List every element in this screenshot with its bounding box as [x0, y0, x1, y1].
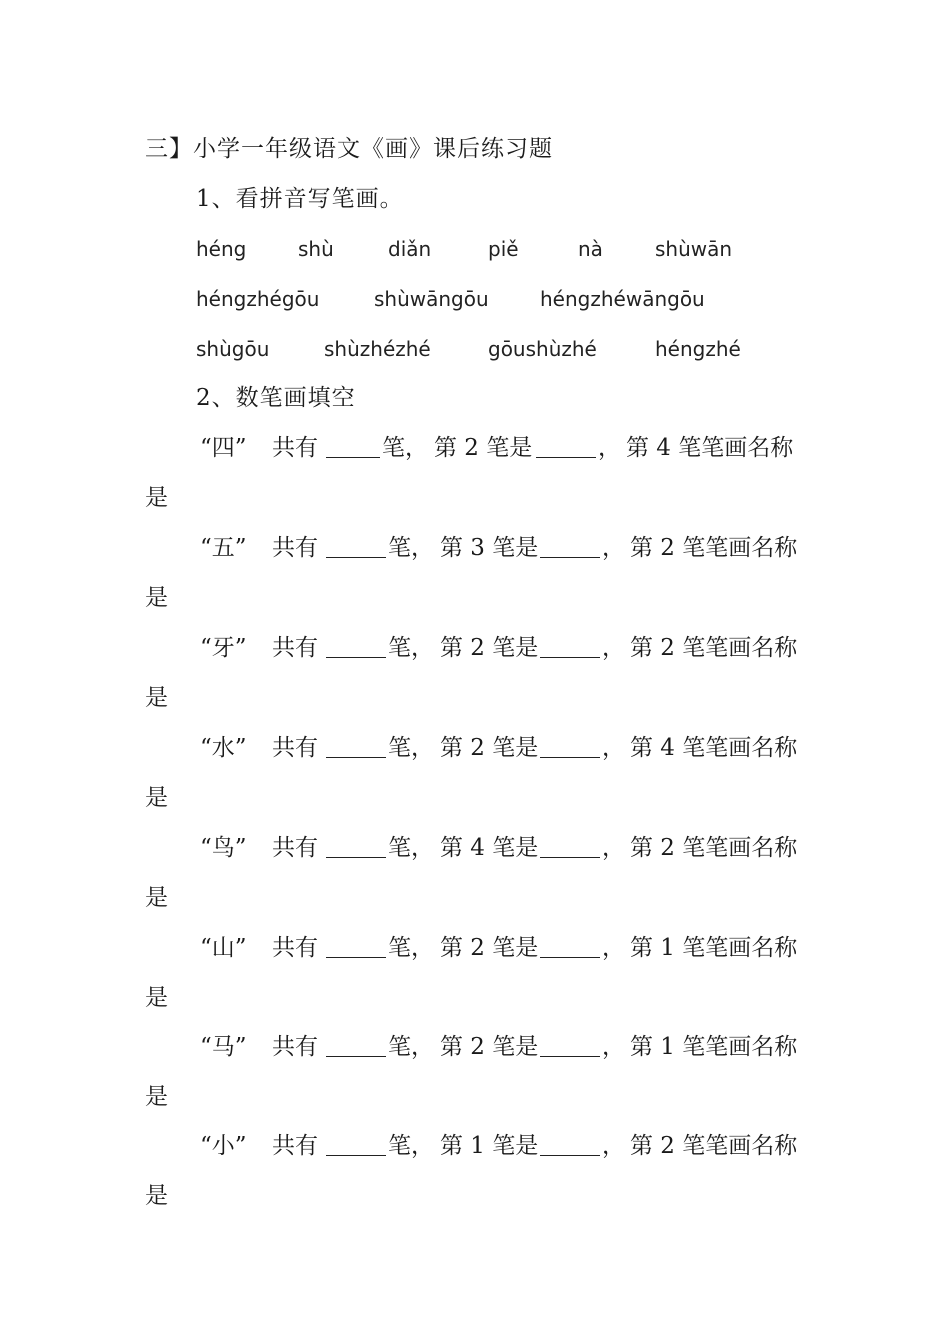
count-label: 共有	[272, 535, 318, 561]
pinyin-item: héngzhé	[655, 337, 741, 361]
pinyin-item: nà	[578, 237, 603, 261]
nth-stroke-blank[interactable]	[540, 957, 600, 958]
pinyin-item: gōushùzhé	[488, 337, 597, 361]
stroke-count-item	[0, 933, 950, 1023]
nth-stroke-label: 第 3 笔是	[440, 535, 539, 561]
nth-stroke-label: 第 1 笔是	[440, 1133, 539, 1159]
bi-label: 笔，	[382, 435, 428, 461]
nth-stroke-label: 第 2 笔是	[440, 1034, 539, 1060]
separator: ，	[602, 735, 625, 761]
stroke-name-label: 第 4 笔笔画名称	[626, 435, 794, 461]
stroke-name-label: 第 2 笔笔画名称	[630, 835, 798, 861]
separator: ，	[602, 935, 625, 961]
stroke-count-item	[0, 733, 950, 823]
stroke-count-line	[200, 533, 810, 563]
nth-stroke-blank[interactable]	[536, 457, 596, 458]
stroke-name-tail: 是	[145, 485, 168, 511]
character: “鸟”	[200, 835, 247, 861]
bi-label: 笔，	[388, 1133, 434, 1159]
character: “水”	[200, 735, 247, 761]
bi-label: 笔，	[388, 535, 434, 561]
stroke-count-line	[200, 833, 810, 863]
nth-stroke-label: 第 2 笔是	[434, 435, 533, 461]
character: “牙”	[200, 635, 247, 661]
pinyin-item: shùwān	[655, 237, 733, 261]
nth-stroke-blank[interactable]	[540, 757, 600, 758]
nth-stroke-blank[interactable]	[540, 557, 600, 558]
stroke-name-label: 第 2 笔笔画名称	[630, 635, 798, 661]
stroke-name-label: 第 2 笔笔画名称	[630, 1133, 798, 1159]
stroke-name-label: 第 1 笔笔画名称	[630, 935, 798, 961]
character: “四”	[200, 435, 247, 461]
bi-label: 笔，	[388, 635, 434, 661]
stroke-count-line	[200, 1032, 810, 1062]
pinyin-item: héngzhégōu	[196, 287, 320, 311]
stroke-name-label: 第 1 笔笔画名称	[630, 1034, 798, 1060]
pinyin-item: diǎn	[388, 237, 432, 261]
pinyin-item: héng	[196, 237, 247, 261]
stroke-count-item	[0, 533, 950, 623]
stroke-count-line	[200, 733, 810, 763]
count-label: 共有	[272, 1133, 318, 1159]
nth-stroke-blank[interactable]	[540, 857, 600, 858]
bi-label: 笔，	[388, 1034, 434, 1060]
pinyin-item: shùwāngōu	[374, 287, 489, 311]
count-label: 共有	[272, 635, 318, 661]
stroke-name-label: 第 4 笔笔画名称	[630, 735, 798, 761]
question-1-heading: 1、看拼音写笔画。	[196, 186, 404, 212]
stroke-count-line	[200, 933, 810, 963]
pinyin-item: shùgōu	[196, 337, 270, 361]
separator: ，	[602, 1133, 625, 1159]
nth-stroke-label: 第 2 笔是	[440, 935, 539, 961]
nth-stroke-blank[interactable]	[540, 1056, 600, 1057]
stroke-name-tail: 是	[145, 1084, 168, 1110]
nth-stroke-label: 第 4 笔是	[440, 835, 539, 861]
nth-stroke-label: 第 2 笔是	[440, 635, 539, 661]
nth-stroke-blank[interactable]	[540, 657, 600, 658]
nth-stroke-label: 第 2 笔是	[440, 735, 539, 761]
count-label: 共有	[272, 935, 318, 961]
character: “马”	[200, 1034, 247, 1060]
count-label: 共有	[272, 1034, 318, 1060]
nth-stroke-blank[interactable]	[540, 1155, 600, 1156]
separator: ，	[598, 435, 621, 461]
pinyin-item: shùzhézhé	[324, 337, 431, 361]
separator: ，	[602, 635, 625, 661]
character: “山”	[200, 935, 247, 961]
bi-label: 笔，	[388, 735, 434, 761]
stroke-name-tail: 是	[145, 885, 168, 911]
pinyin-item: shù	[298, 237, 334, 261]
stroke-count-line	[200, 433, 810, 463]
count-label: 共有	[272, 835, 318, 861]
bi-label: 笔，	[388, 935, 434, 961]
stroke-count-blank[interactable]	[326, 957, 386, 958]
page-title: 三】小学一年级语文《画》课后练习题	[145, 136, 553, 162]
stroke-count-blank[interactable]	[326, 1056, 386, 1057]
pinyin-item: piě	[488, 237, 519, 261]
stroke-count-line	[200, 633, 810, 663]
separator: ，	[602, 535, 625, 561]
stroke-count-item	[0, 633, 950, 723]
separator: ，	[602, 1034, 625, 1060]
bi-label: 笔，	[388, 835, 434, 861]
count-label: 共有	[272, 435, 318, 461]
stroke-name-tail: 是	[145, 685, 168, 711]
stroke-count-blank[interactable]	[326, 457, 380, 458]
stroke-count-item	[0, 433, 950, 523]
stroke-name-tail: 是	[145, 785, 168, 811]
stroke-count-blank[interactable]	[326, 657, 386, 658]
stroke-count-item	[0, 1032, 950, 1122]
stroke-count-line	[200, 1131, 810, 1161]
stroke-count-blank[interactable]	[326, 857, 386, 858]
stroke-count-blank[interactable]	[326, 557, 386, 558]
stroke-name-tail: 是	[145, 985, 168, 1011]
stroke-count-item	[0, 833, 950, 923]
stroke-count-blank[interactable]	[326, 757, 386, 758]
stroke-name-tail: 是	[145, 585, 168, 611]
question-2-heading: 2、数笔画填空	[196, 385, 356, 411]
character: “五”	[200, 535, 247, 561]
separator: ，	[602, 835, 625, 861]
character: “小”	[200, 1133, 247, 1159]
pinyin-item: héngzhéwāngōu	[540, 287, 705, 311]
stroke-count-item	[0, 1131, 950, 1221]
count-label: 共有	[272, 735, 318, 761]
stroke-name-label: 第 2 笔笔画名称	[630, 535, 798, 561]
stroke-name-tail: 是	[145, 1183, 168, 1209]
stroke-count-blank[interactable]	[326, 1155, 386, 1156]
